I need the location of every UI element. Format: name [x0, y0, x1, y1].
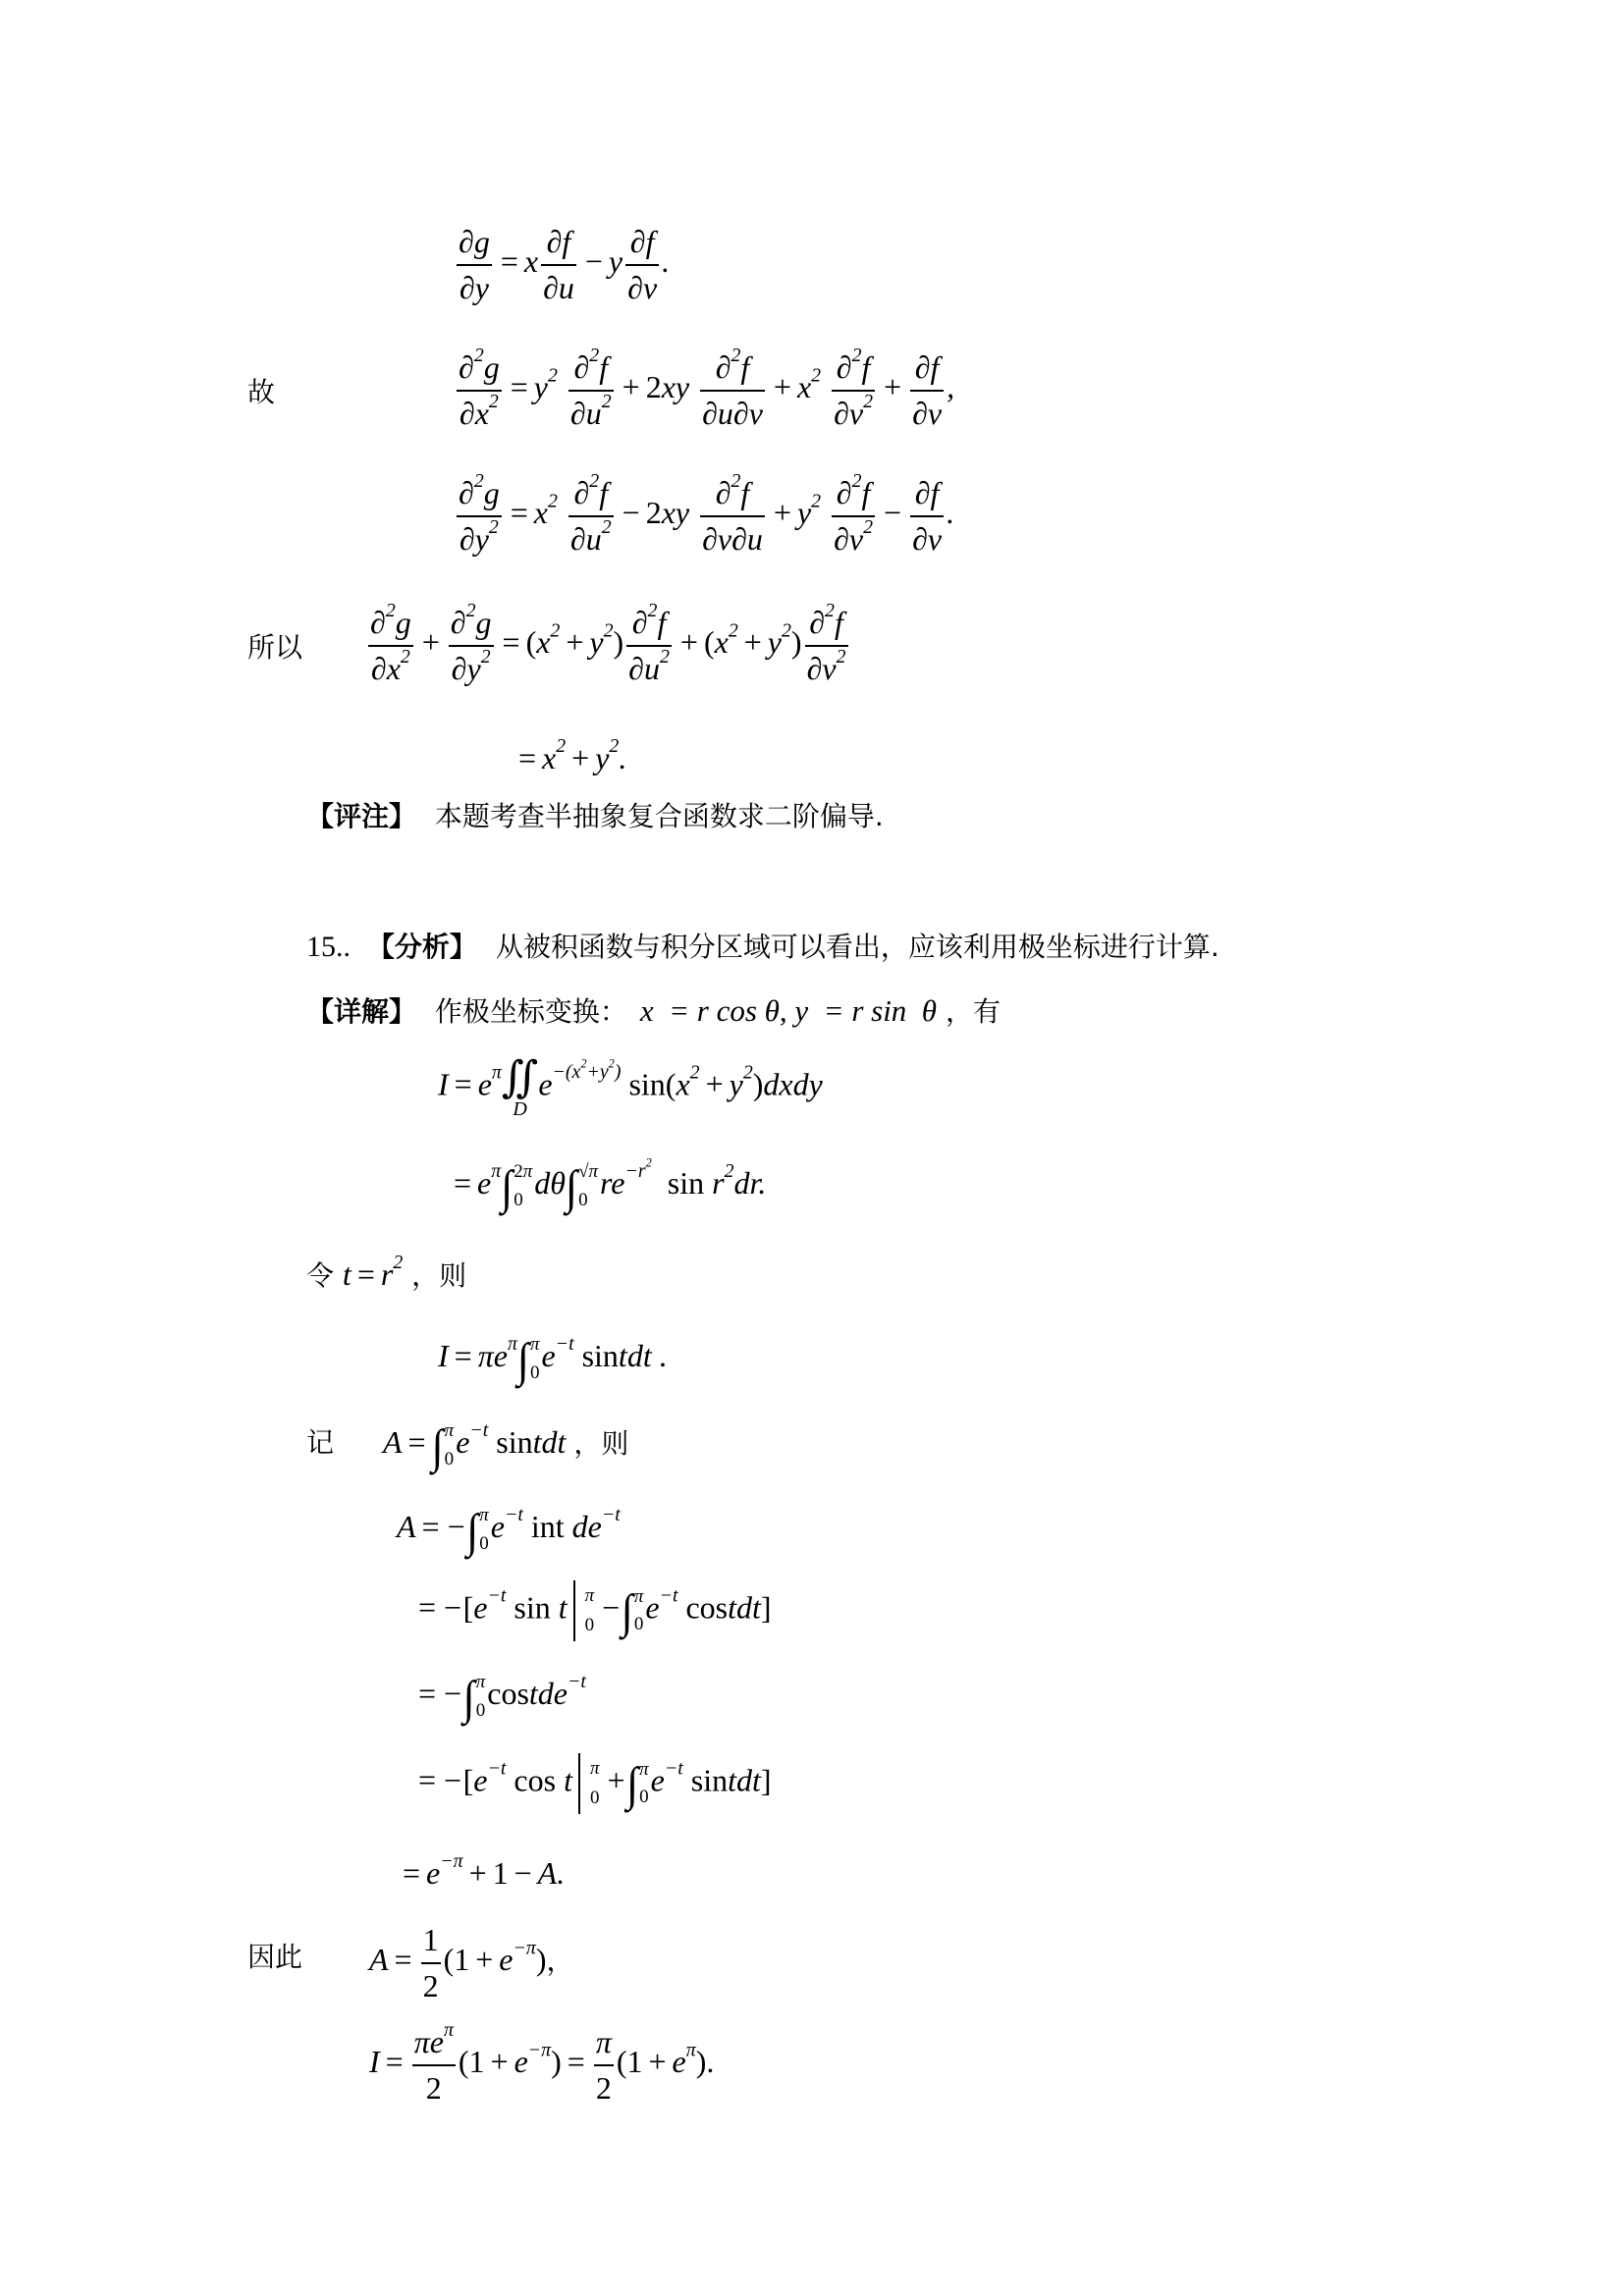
equation-I-t: $I = \pi e^\pi\int$ π 0 $e^{-t}$ sintdt . — [438, 1332, 668, 1387]
comment-tag: 【评注】 — [306, 800, 417, 832]
comment-line — [306, 800, 884, 832]
label-gu: 故 — [247, 376, 276, 408]
equation-A-step1: A = −∫ π 0 $e^{-t}$ int $de^{-t}$ — [397, 1503, 621, 1558]
equation-A-step2: = $-[e^{-t}$ sin t π 0 −∫ π 0 $e^{-t}$ costdt] — [418, 1580, 772, 1641]
label-yinci: 因此 — [247, 1941, 303, 1973]
detail-after: ，有 — [945, 995, 1001, 1028]
equation-I-result: I = $\frac{\pi e^\pi}{2}$ $(1 + e^{-\pi})$ = $\frac{\pi}{2}$ $(1 + e^\pi)$. — [369, 2019, 715, 2106]
comma-cn: ， — [546, 1945, 574, 1978]
polar-substitution: x = r cos θ, y = r sin θ — [639, 993, 938, 1028]
equation-A-step4: = $-[e^{-t}$ cos t π 0 +∫ π 0 $e^{-t}$ sintdt] — [418, 1753, 772, 1814]
comment-text: 本题考查半抽象复合函数求二阶偏导. — [434, 800, 884, 832]
detail-tag: 【详解】 — [306, 995, 417, 1028]
equation-A-step3: = −∫ π 0 costde$^{-t}$ — [418, 1670, 586, 1725]
problem-number: 15.. — [306, 931, 351, 963]
label-ze-1: ，则 — [411, 1259, 467, 1292]
label-suoyi: 所以 — [247, 631, 303, 664]
equation-laplacian-result: = $x^2 + y^2$. — [518, 735, 627, 775]
detail-text: 作极坐标变换： — [434, 995, 627, 1028]
problem-15-detail — [306, 995, 1001, 1026]
equation-A-result: A = $\frac{1}{2}$ $(1 + e^{-\pi})$， — [369, 1922, 574, 2003]
let-t-expr: $t = r^2$ — [342, 1252, 404, 1292]
equation-dg-dy: $\frac{\partial g}{\partial y}$ = x $\frac{\partial f}{\partial u}$ − y $\frac{\partial f}{\partial v}$ . — [459, 224, 671, 305]
equation-laplacian: $\frac{\partial^2g}{\partial x^2}$ + $\frac{\partial^2g}{\partial y^2}$ = $(x^2 + y^2)$ $\frac{\partial^2f}{\partial u^2}$ + $(x^2 + y^2)$ $\frac{\partial^2f}{\partial v^2}$ — [370, 600, 846, 686]
problem-15-analysis — [306, 933, 1219, 962]
analysis-tag: 【分析】 — [366, 931, 477, 963]
equation-define-A: A = ∫ π 0 $e^{-t}$ sintdt ，则 — [383, 1418, 629, 1473]
equation-A-step5: = $e^{-\pi} + 1 - A$. — [403, 1850, 566, 1891]
label-ze-2: ，则 — [573, 1426, 629, 1460]
equation-I-polar: = $e^\pi\int$ 2π 0 dθ∫ √π 0 $re^{-r^2}$ $\sin r^2dr$. — [454, 1155, 767, 1214]
label-ling: 令 — [306, 1259, 335, 1292]
equation-I-double-integral: $I = e^\pi$ ∬ D $e^{-(x^2+y^2)}$ $\sin(x^2$ + $y^2)dxdy$ — [438, 1053, 823, 1120]
equation-d2g-dy2: $\frac{\partial^2g}{\partial y^2}$ = $x^2$ $\frac{\partial^2f}{\partial u^2}$ − 2xy $\frac{\partial^2f}{\partial v\partial u}$ + $y^2$ $\frac{\partial^2f}{\partial v^2}$ − $\frac{\partial f}{\partial v}$ . — [459, 470, 955, 557]
let-t-line — [306, 1252, 467, 1292]
analysis-text: 从被积函数与积分区域可以看出，应该利用极坐标进行计算. — [495, 931, 1219, 963]
label-ji: 记 — [306, 1426, 335, 1459]
equation-d2g-dx2: $\frac{\partial^2g}{\partial x^2}$ = $y^2$ $\frac{\partial^2f}{\partial u^2}$ + 2xy $\frac{\partial^2f}{\partial u\partial v}$ + $x^2$ $\frac{\partial^2f}{\partial v^2}$ + $\frac{\partial f}{\partial v}$ , — [459, 345, 955, 431]
